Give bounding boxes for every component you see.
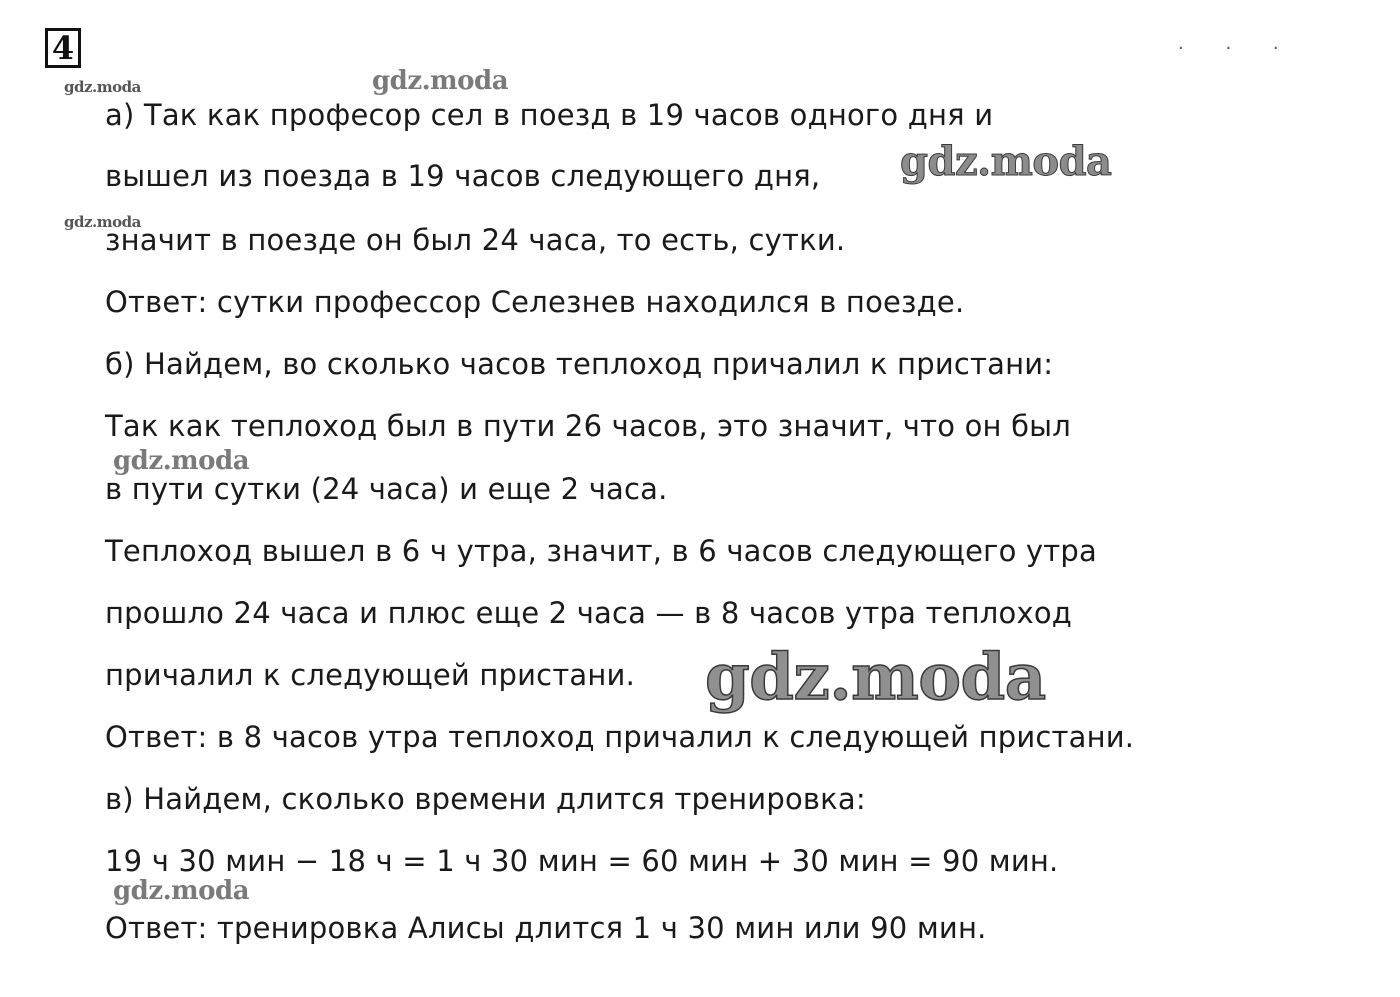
watermark-small-1: gdz.moda [64, 78, 141, 96]
text-line-7: в пути сутки (24 часа) и еще 2 часа. [105, 472, 668, 506]
text-line-11: Ответ: в 8 часов утра теплоход причалил к следующей пристани. [105, 720, 1135, 754]
text-line-6: Так как теплоход был в пути 26 часов, это значит, что он был [105, 409, 1072, 443]
watermark-medium-2: gdz.moda [113, 446, 250, 476]
watermark-huge-1: gdz.moda [705, 640, 1046, 715]
text-line-8: Теплоход вышел в 6 ч утра, значит, в 6 часов следующего утра [105, 534, 1097, 568]
text-line-13: 19 ч 30 мин − 18 ч = 1 ч 30 мин = 60 мин + 30 мин = 90 мин. [105, 844, 1059, 878]
text-line-10: причалил к следующей пристани. [105, 658, 636, 692]
text-line-1: а) Так как професор сел в поезд в 19 часов одного дня и [105, 98, 994, 132]
task-number-box: 4 [45, 28, 81, 68]
text-line-3: значит в поезде он был 24 часа, то есть, сутки. [105, 223, 846, 257]
watermark-big-1: gdz.moda [900, 138, 1112, 185]
watermark-small-2: gdz.moda [64, 213, 141, 231]
text-line-5: б) Найдем, во сколько часов теплоход причалил к пристани: [105, 347, 1054, 381]
text-line-9: прошло 24 часа и плюс еще 2 часа — в 8 часов утра теплоход [105, 596, 1073, 630]
watermark-medium-1: gdz.moda [372, 66, 509, 96]
corner-marks: · · · [1178, 38, 1297, 59]
text-line-14: Ответ: тренировка Алисы длится 1 ч 30 мин или 90 мин. [105, 911, 987, 945]
text-line-12: в) Найдем, сколько времени длится тренировка: [105, 782, 866, 816]
text-line-2: вышел из поезда в 19 часов следующего дня, [105, 159, 821, 193]
watermark-medium-3: gdz.moda [113, 876, 250, 906]
text-line-4: Ответ: сутки профессор Селезнев находился в поезде. [105, 285, 965, 319]
